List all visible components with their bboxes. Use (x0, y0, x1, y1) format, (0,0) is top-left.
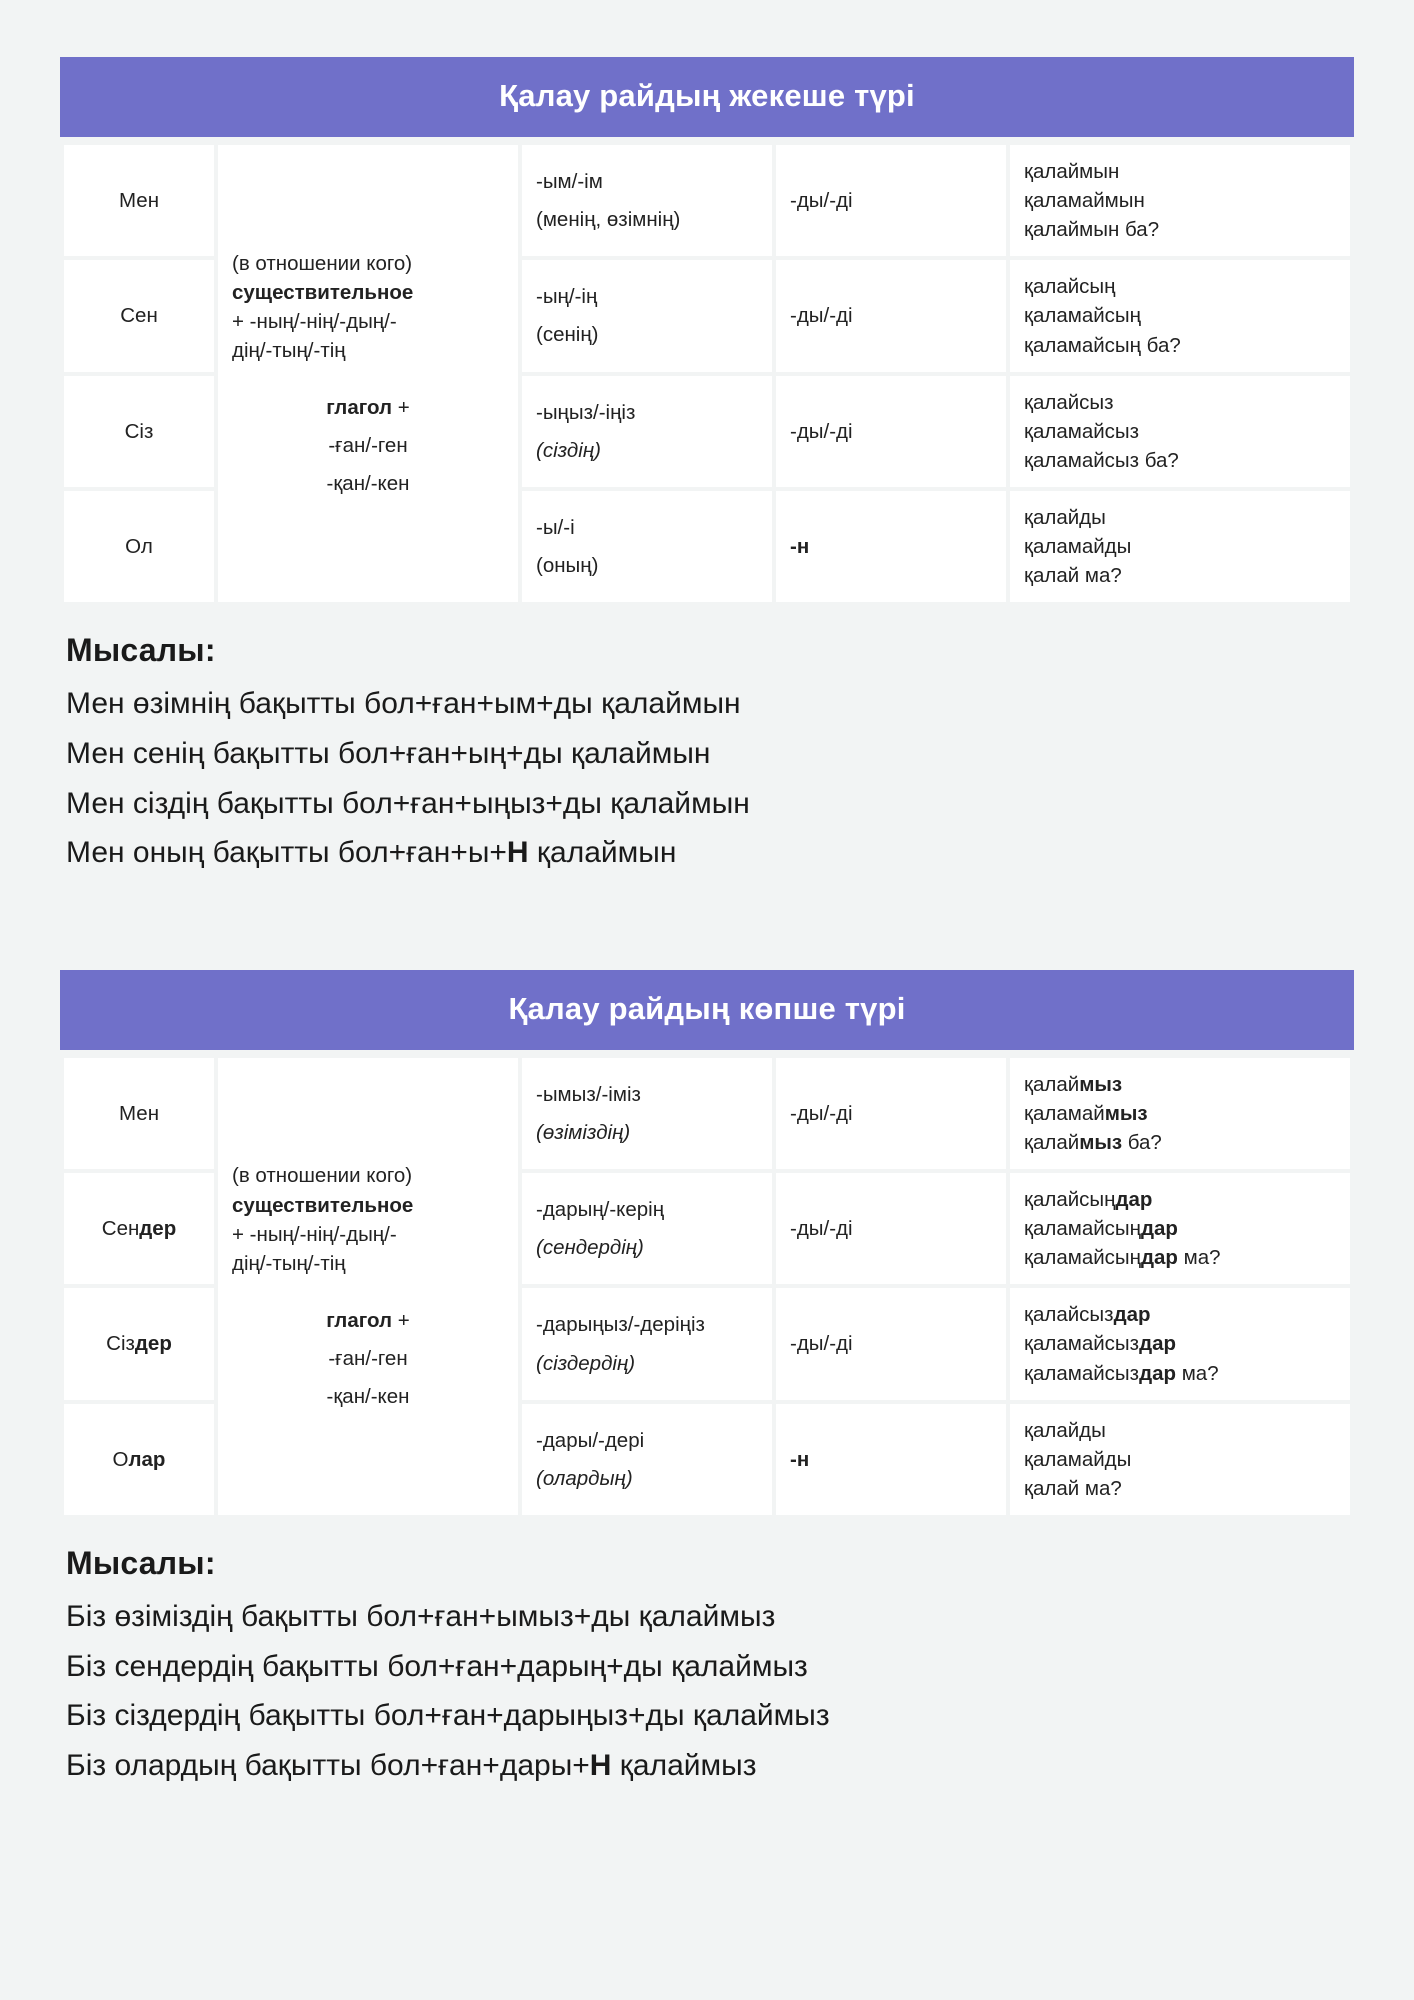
pronoun-plural-suffix: дер (139, 1217, 177, 1241)
verb-person-suffix: мыз (1104, 1101, 1148, 1125)
example-bold-suffix: Н (589, 1748, 612, 1782)
rule-line-2: существительное (232, 280, 414, 304)
possessive-suffix: -дары/-дері (536, 1428, 645, 1452)
examples-block-plural (66, 1545, 1354, 1787)
pronoun-cell: Мен (64, 145, 214, 256)
accusative-suffix: -ды/-ді (790, 419, 853, 443)
formation-rule-cell (218, 145, 518, 602)
verb-form-2: қаламайсыңдар (1024, 1217, 1178, 1241)
rule-noun-part (232, 249, 504, 365)
accusative-suffix: -ды/-ді (790, 304, 853, 328)
rule-noun-part (232, 1161, 504, 1277)
pronoun-cell: Олар (64, 1404, 214, 1515)
verb-person-suffix: дар (1139, 1332, 1176, 1356)
verb-form-3: қаламайсыздар ма? (1024, 1361, 1219, 1385)
table-block-singular (60, 57, 1354, 875)
rule-line-5: глагол + (326, 1308, 410, 1332)
accusative-suffix: -н (790, 1447, 810, 1471)
accusative-suffix-cell (776, 1404, 1006, 1515)
verb-forms-cell (1010, 1288, 1350, 1399)
possessive-suffix-cell (522, 376, 772, 487)
example-line: Мен өзімнің бақытты бол+ған+ым+ды қалаймын (66, 687, 741, 721)
conjugation-table-singular (60, 141, 1354, 606)
verb-form-3: қалай ма? (1024, 564, 1122, 588)
accusative-suffix-cell (776, 1173, 1006, 1284)
pronoun-cell: Сен (64, 260, 214, 371)
accusative-suffix-cell (776, 1288, 1006, 1399)
verb-form-1: қалаймын (1024, 160, 1120, 183)
accusative-suffix-cell (776, 1058, 1006, 1169)
accusative-suffix: -ды/-ді (790, 189, 853, 213)
example-line: Біз сіздердің бақытты бол+ған+дарыңыз+ды қалаймыз (66, 1699, 830, 1733)
verb-forms-cell (1010, 491, 1350, 602)
verb-person-suffix: дар (1113, 1303, 1151, 1327)
verb-person-suffix: дар (1140, 1246, 1178, 1270)
possessive-note: (оның) (536, 554, 599, 578)
possessive-suffix-cell (522, 1404, 772, 1515)
rule-line-4: дің/-тың/-тің (232, 1251, 346, 1275)
example-line: Біз өзіміздің бақытты бол+ған+ымыз+ды қалаймыз (66, 1600, 776, 1633)
table-title-plural: Қалау райдың көпше түрі (60, 970, 1354, 1050)
examples-block-singular (66, 632, 1354, 874)
pronoun-cell: Сіз (64, 376, 214, 487)
accusative-suffix: -н (790, 535, 810, 559)
verb-form-3: қалаймыз ба? (1024, 1130, 1162, 1154)
rule-verb-label: глагол (326, 396, 393, 420)
verb-form-3: қаламайсыз ба? (1024, 448, 1179, 472)
example-line: Біз сендердің бақытты бол+ған+дарың+ды қалаймыз (66, 1649, 808, 1683)
possessive-suffix: -ы/-і (536, 516, 575, 540)
verb-forms-cell (1010, 145, 1350, 256)
possessive-suffix: -ыңыз/-іңіз (536, 400, 636, 424)
verb-person-suffix: дар (1140, 1217, 1178, 1241)
example-line: Мен оның бақытты бол+ған+ы+Н қалаймын (66, 836, 677, 870)
pronoun-plural-suffix: дер (134, 1332, 172, 1356)
verb-form-3: қалаймын ба? (1024, 218, 1160, 242)
verb-forms-cell (1010, 376, 1350, 487)
example-line: Біз олардың бақытты бол+ған+дары+Н қалаймыз (66, 1748, 757, 1782)
accusative-suffix-cell (776, 145, 1006, 256)
rule-line-3: + -ның/-нің/-дың/- (232, 309, 397, 333)
verb-person-suffix: дар (1139, 1361, 1176, 1385)
possessive-suffix-cell (522, 1058, 772, 1169)
verb-form-1: қалайсыңдар (1024, 1188, 1153, 1212)
example-bold-suffix: Н (506, 836, 529, 870)
example-line: Мен сіздің бақытты бол+ған+ыңыз+ды қалаймын (66, 786, 750, 820)
rule-line-5: глагол + (326, 396, 410, 420)
pronoun-cell: Сендер (64, 1173, 214, 1284)
verb-form-2: қаламайсың (1024, 304, 1141, 328)
possessive-suffix-cell (522, 491, 772, 602)
verb-form-3: қалай ма? (1024, 1476, 1122, 1500)
pronoun-cell: Сіздер (64, 1288, 214, 1399)
accusative-suffix-cell (776, 260, 1006, 371)
accusative-suffix: -ды/-ді (790, 1101, 853, 1125)
accusative-suffix: -ды/-ді (790, 1217, 853, 1241)
conjugation-table-plural (60, 1054, 1354, 1519)
rule-line-6: -ған/-ген (328, 1347, 408, 1370)
verb-form-1: қалайсыз (1024, 390, 1114, 414)
possessive-note: (өзіміздің) (536, 1120, 631, 1144)
rule-verb-label: глагол (326, 1308, 393, 1332)
pronoun-plural-suffix: лар (128, 1447, 166, 1471)
possessive-suffix-cell (522, 145, 772, 256)
rule-line-3: + -ның/-нің/-дың/- (232, 1222, 397, 1246)
accusative-suffix-cell (776, 491, 1006, 602)
verb-form-2: қаламайды (1024, 1447, 1132, 1471)
rule-line-7: -қан/-кен (326, 1385, 410, 1409)
verb-person-suffix: мыз (1079, 1072, 1123, 1096)
possessive-note: (сіздің) (536, 438, 601, 462)
possessive-note: (сіздердің) (536, 1351, 636, 1375)
verb-form-2: қаламаймыз (1024, 1101, 1148, 1125)
possessive-note: (менің, өзімнің) (536, 208, 681, 232)
verb-person-suffix: дар (1115, 1188, 1153, 1212)
verb-form-3: қаламайсыңдар ма? (1024, 1246, 1221, 1270)
possessive-suffix: -дарың/-керің (536, 1198, 665, 1222)
possessive-note: (олардың) (536, 1466, 633, 1490)
accusative-suffix: -ды/-ді (790, 1332, 853, 1356)
verb-form-2: қаламайсыздар (1024, 1332, 1176, 1356)
verb-form-1: қалайсыздар (1024, 1303, 1151, 1327)
rule-line-4: дің/-тың/-тің (232, 339, 346, 363)
rule-verb-part (232, 393, 504, 498)
verb-forms-cell (1010, 1173, 1350, 1284)
possessive-note: (сендердің) (536, 1236, 644, 1260)
accusative-suffix-cell (776, 376, 1006, 487)
section-gap (60, 882, 1354, 970)
sections-container (60, 57, 1354, 1787)
possessive-suffix: -дарыңыз/-деріңіз (536, 1313, 705, 1337)
verb-forms-cell (1010, 1404, 1350, 1515)
possessive-note: (сенің) (536, 323, 599, 347)
verb-person-suffix: мыз (1079, 1130, 1123, 1154)
formation-rule-cell (218, 1058, 518, 1515)
examples-title: Мысалы: (66, 632, 216, 669)
rule-verb-part (232, 1306, 504, 1411)
verb-forms-cell (1010, 260, 1350, 371)
possessive-suffix: -ым/-ім (536, 170, 603, 194)
verb-form-1: қалаймыз (1024, 1072, 1123, 1096)
rule-line-6: -ған/-ген (328, 434, 408, 458)
table-block-plural (60, 970, 1354, 1788)
verb-form-1: қалайды (1024, 1418, 1106, 1442)
rule-line-2: существительное (232, 1193, 414, 1217)
verb-form-2: қаламаймын (1024, 189, 1145, 213)
pronoun-cell: Мен (64, 1058, 214, 1169)
rule-line-1: (в отношении кого) (232, 1164, 413, 1188)
verb-form-1: қалайсың (1024, 275, 1116, 299)
table-title-singular: Қалау райдың жекеше түрі (60, 57, 1354, 137)
possessive-suffix: -ымыз/-іміз (536, 1082, 641, 1106)
rule-line-7: -қан/-кен (326, 472, 410, 496)
possessive-suffix-cell (522, 260, 772, 371)
possessive-suffix-cell (522, 1173, 772, 1284)
verb-forms-cell (1010, 1058, 1350, 1169)
example-line: Мен сенің бақытты бол+ған+ың+ды қалаймын (66, 736, 711, 770)
pronoun-cell: Ол (64, 491, 214, 602)
possessive-suffix: -ың/-ің (536, 285, 598, 309)
verb-form-3: қаламайсың ба? (1024, 333, 1181, 357)
verb-form-2: қаламайды (1024, 535, 1132, 559)
verb-form-2: қаламайсыз (1024, 419, 1140, 443)
examples-title: Мысалы: (66, 1545, 216, 1581)
verb-form-1: қалайды (1024, 505, 1106, 529)
rule-line-1: (в отношении кого) (232, 251, 413, 275)
table-row (64, 1058, 1350, 1169)
possessive-suffix-cell (522, 1288, 772, 1399)
table-row (64, 145, 1350, 256)
